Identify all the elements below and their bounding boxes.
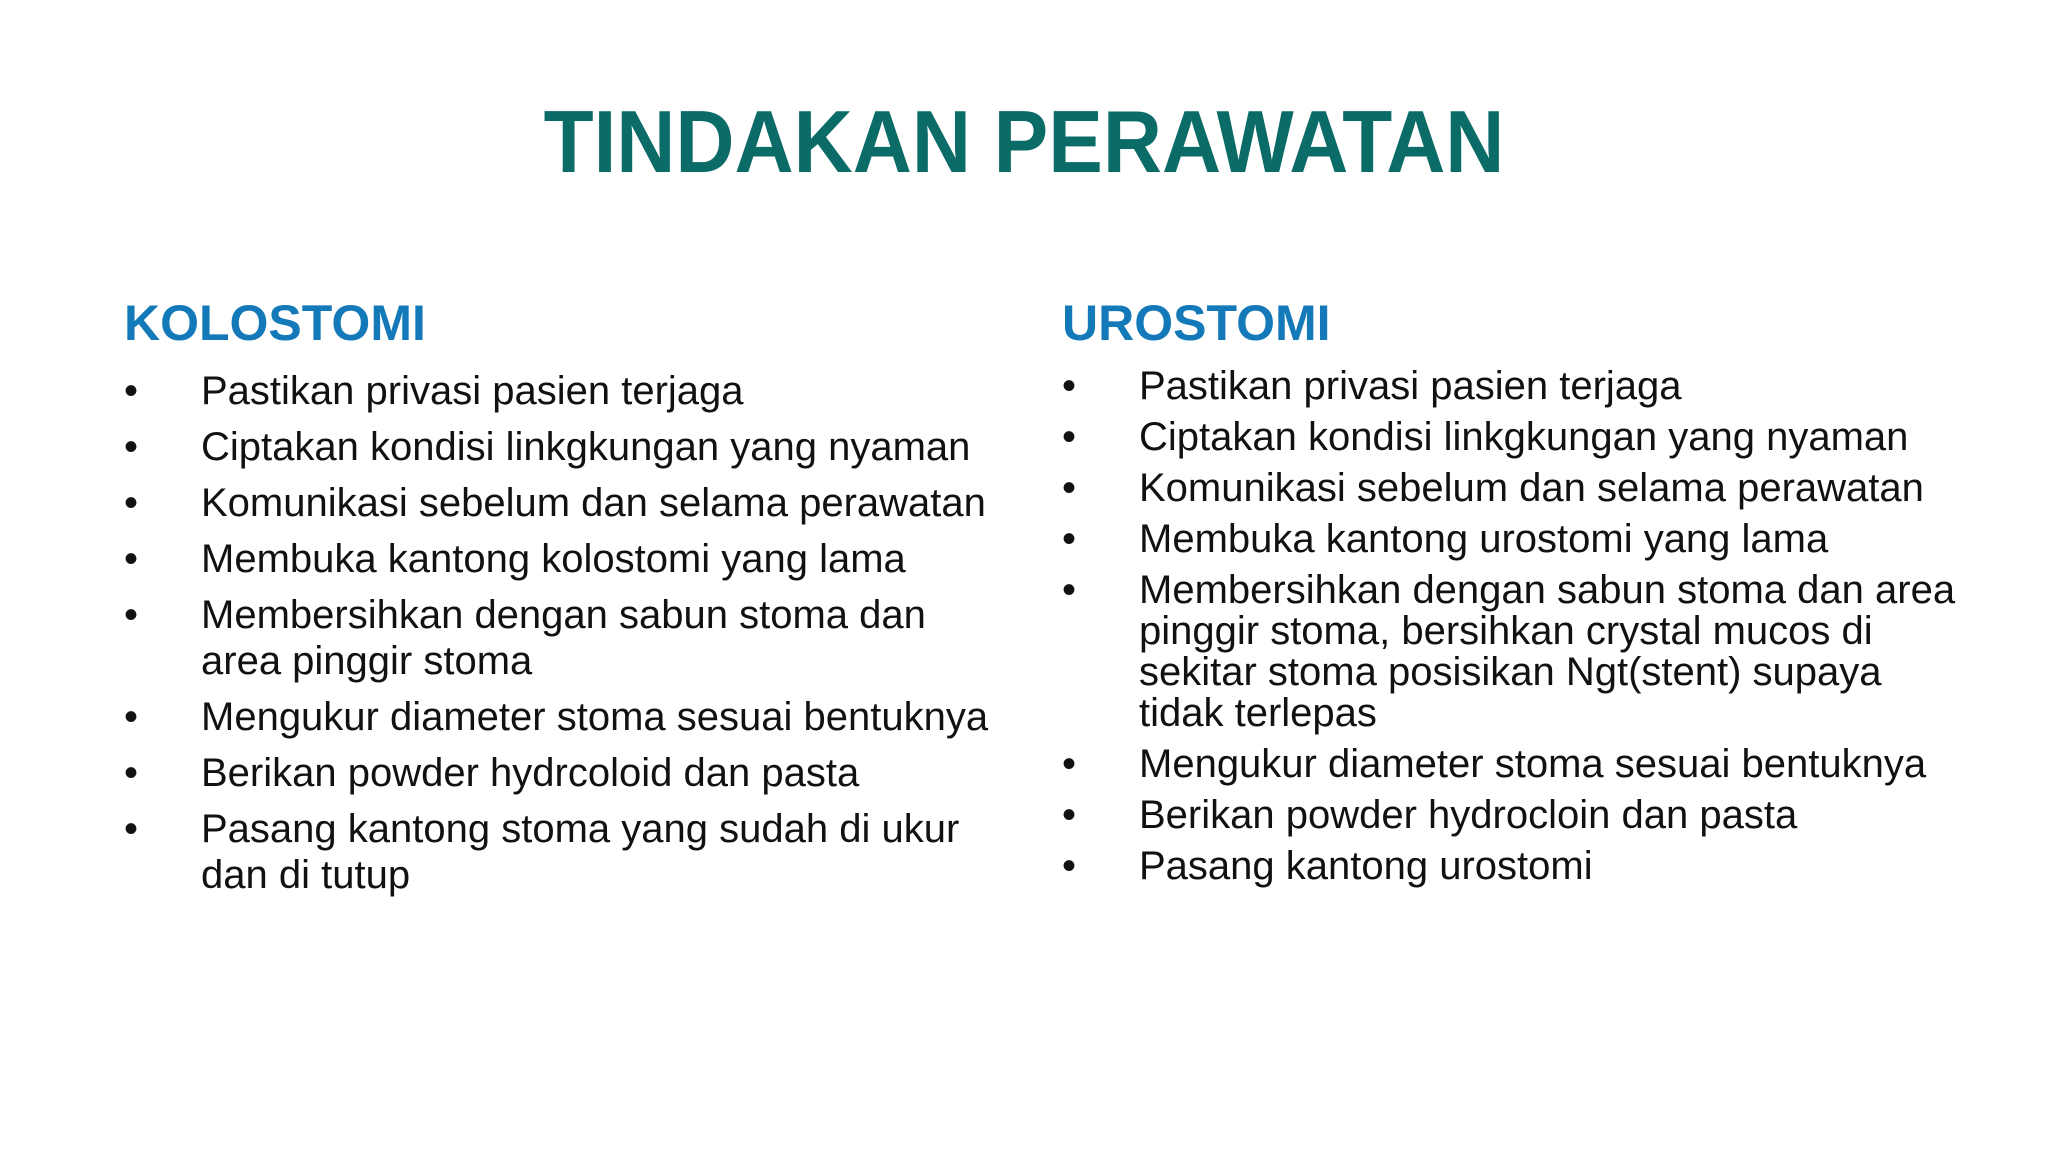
list-item: [124, 480, 1004, 526]
list-item-text: Mengukur diameter stoma sesuai bentuknya: [1139, 742, 1927, 786]
list-item: [1062, 468, 1962, 509]
list-item: [124, 806, 1004, 898]
bullet-icon: •: [124, 537, 139, 581]
list-item: [124, 592, 1004, 684]
list-item-text: Membersihkan dengan sabun stoma dan area pinggir stoma: [201, 593, 926, 683]
list-item-text: Pastikan privasi pasien terjaga: [201, 369, 744, 413]
urostomi-heading: UROSTOMI: [1062, 295, 1331, 351]
list-item: [124, 424, 1004, 470]
bullet-icon: •: [124, 807, 139, 851]
list-item-text: Komunikasi sebelum dan selama perawatan: [1139, 466, 1924, 510]
bullet-icon: •: [124, 593, 139, 637]
list-item-text: Membersihkan dengan sabun stoma dan area pinggir stoma, bersihkan crystal mucos di sekitar stoma posisikan Ngt(stent) supaya tidak terlepas: [1139, 568, 1956, 735]
kolostomi-list: [124, 368, 1004, 898]
list-item: [1062, 417, 1962, 458]
list-item-text: Membuka kantong urostomi yang lama: [1139, 517, 1829, 561]
list-item-text: Ciptakan kondisi linkgkungan yang nyaman: [201, 425, 971, 469]
slide-title: TINDAKAN PERAWATAN: [543, 92, 1505, 191]
list-item: [124, 536, 1004, 582]
list-item: [1062, 570, 1962, 734]
bullet-icon: •: [1062, 844, 1077, 888]
bullet-icon: •: [1062, 568, 1077, 612]
list-item: [124, 694, 1004, 740]
bullet-icon: •: [1062, 793, 1077, 837]
list-item-text: Pastikan privasi pasien terjaga: [1139, 364, 1682, 408]
list-item-text: Komunikasi sebelum dan selama perawatan: [201, 481, 986, 525]
bullet-icon: •: [1062, 364, 1077, 408]
bullet-icon: •: [1062, 415, 1077, 459]
bullet-icon: •: [1062, 742, 1077, 786]
list-item: [1062, 795, 1962, 836]
kolostomi-heading: KOLOSTOMI: [124, 295, 426, 351]
list-item: [124, 750, 1004, 796]
list-item-text: Berikan powder hydrocloin dan pasta: [1139, 793, 1798, 837]
list-item-text: Ciptakan kondisi linkgkungan yang nyaman: [1139, 415, 1909, 459]
bullet-icon: •: [124, 695, 139, 739]
bullet-icon: •: [124, 369, 139, 413]
list-item-text: Membuka kantong kolostomi yang lama: [201, 537, 906, 581]
urostomi-list: [1062, 366, 1962, 887]
list-item-text: Pasang kantong stoma yang sudah di ukur dan di tutup: [201, 807, 960, 897]
bullet-icon: •: [124, 425, 139, 469]
bullet-icon: •: [1062, 466, 1077, 510]
kolostomi-column: [124, 295, 1004, 908]
list-item-text: Mengukur diameter stoma sesuai bentuknya: [201, 695, 989, 739]
bullet-icon: •: [124, 751, 139, 795]
list-item-text: Pasang kantong urostomi: [1139, 844, 1593, 888]
bullet-icon: •: [124, 481, 139, 525]
list-item: [1062, 366, 1962, 407]
bullet-icon: •: [1062, 517, 1077, 561]
list-item: [1062, 846, 1962, 887]
list-item-text: Berikan powder hydrcoloid dan pasta: [201, 751, 860, 795]
list-item: [124, 368, 1004, 414]
urostomi-column: [1062, 295, 1962, 897]
list-item: [1062, 519, 1962, 560]
list-item: [1062, 744, 1962, 785]
